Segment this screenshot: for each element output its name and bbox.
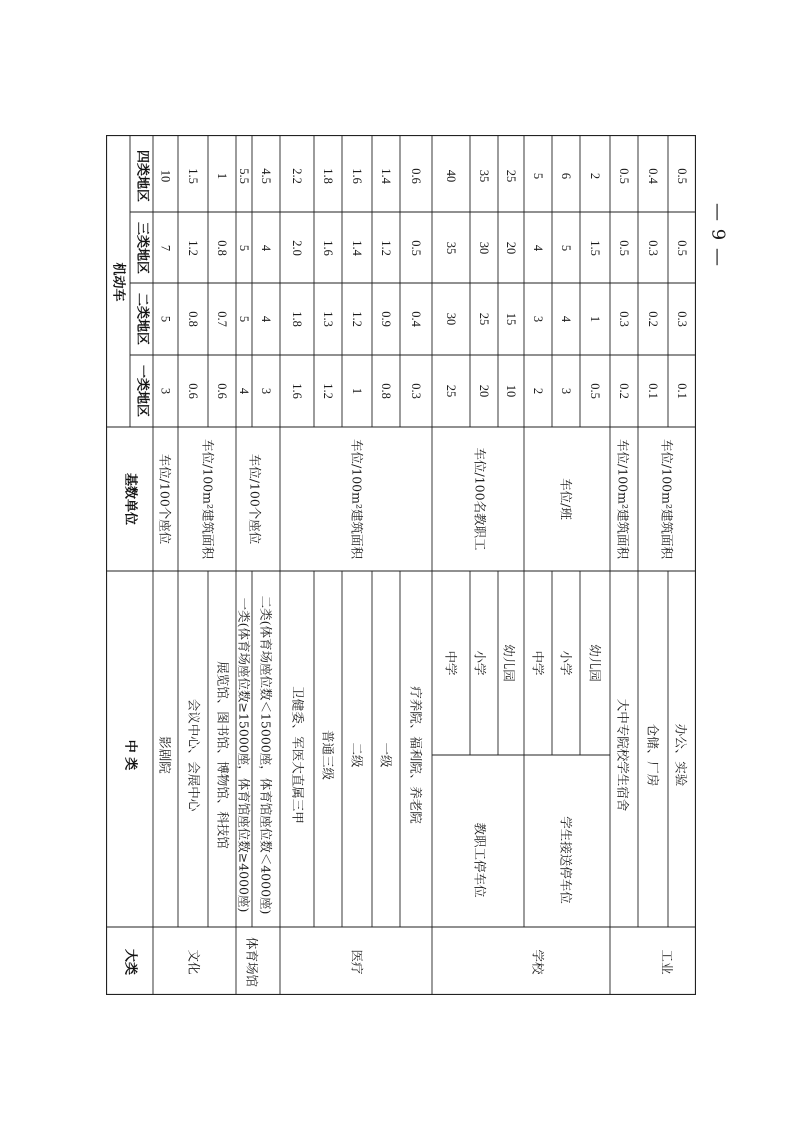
subgroup-student-shuttle: 学生接送停车位: [558, 816, 574, 904]
value-cell-r17-area3: 0.5: [617, 240, 631, 256]
value-cell-r10-area2: 0.4: [409, 311, 423, 327]
value-cell-r19-area2: 0.3: [675, 311, 689, 327]
header-area-2: 二类地区: [134, 292, 150, 346]
minor-conference: 会议中心、会展中心: [186, 698, 202, 812]
table-svg: [106, 135, 696, 995]
minor-staff-primary-school: 小学: [472, 650, 488, 676]
value-cell-r3-area2: 0.7: [215, 311, 229, 327]
value-cell-r18-area4: 0.4: [646, 168, 660, 184]
minor-staff-middle-school: 中学: [443, 650, 459, 676]
minor-shuttle-middle-school: 中学: [530, 650, 546, 676]
header-major: 大类: [122, 948, 138, 976]
minor-warehouse: 仓储、厂房: [645, 723, 661, 787]
subgroup-staff-parking: 教职工停车位: [472, 822, 488, 898]
value-cell-r12-area2: 25: [477, 312, 491, 326]
minor-shuttle-primary-school: 小学: [558, 650, 574, 676]
value-cell-r5-area4: 4.5: [259, 168, 273, 184]
value-cell-r4-area3: 5: [237, 244, 251, 252]
value-cell-r2-area3: 1.2: [186, 240, 200, 256]
value-cell-r3-area1: 0.6: [215, 383, 229, 399]
value-cells: [159, 168, 690, 399]
value-cell-r6-area1: 1.6: [290, 383, 304, 399]
value-cell-r8-area3: 1.4: [350, 240, 364, 256]
value-cell-r12-area1: 20: [477, 384, 491, 398]
major-industry: 工业: [659, 949, 675, 975]
value-cell-r17-area4: 0.5: [617, 168, 631, 184]
minor-primary-hospital: 一级: [378, 742, 394, 768]
value-cell-r16-area4: 2: [588, 172, 602, 180]
value-cell-r14-area2: 3: [531, 315, 545, 323]
header-area-1: 一类地区: [134, 364, 150, 418]
value-cell-r7-area3: 1.6: [321, 240, 335, 256]
value-cell-r10-area4: 0.6: [409, 168, 423, 184]
value-cell-r6-area2: 1.8: [290, 311, 304, 327]
value-cell-r4-area4: 5.5: [237, 168, 251, 184]
value-cell-r7-area4: 1.8: [321, 168, 335, 184]
value-cell-r4-area2: 5: [237, 315, 251, 323]
minor-general-tertiary: 普通三级: [320, 729, 336, 781]
value-cell-r14-area4: 5: [531, 172, 545, 180]
value-cell-r18-area2: 0.2: [646, 311, 660, 327]
unit-class: 车位/班: [558, 478, 574, 520]
value-cell-r15-area3: 5: [559, 244, 573, 252]
major-school: 学校: [530, 949, 546, 975]
table-grid: [106, 135, 696, 995]
parking-standard-table: [106, 135, 696, 995]
unit-cinema: 车位/100个座位: [157, 453, 173, 545]
value-cell-r8-area1: 1: [350, 387, 364, 395]
value-cell-r19-area4: 0.5: [675, 168, 689, 184]
value-cell-r16-area1: 0.5: [588, 383, 602, 399]
value-cell-r10-area3: 0.5: [409, 240, 423, 256]
minor-sports-class2: 二类(体育场座位数＜15000座，体育馆座位数＜4000座): [258, 595, 274, 915]
value-cell-r14-area3: 4: [531, 244, 545, 252]
major-medical: 医疗: [349, 949, 365, 975]
value-cell-r1-area4: 10: [158, 169, 173, 183]
value-cell-r11-area4: 40: [444, 169, 458, 183]
value-cell-r12-area3: 30: [477, 241, 491, 255]
value-cell-r1-area3: 7: [158, 244, 173, 252]
value-cell-r8-area4: 1.6: [350, 168, 364, 184]
value-cell-r18-area1: 0.1: [646, 383, 660, 399]
value-cell-r19-area1: 0.1: [675, 383, 689, 399]
header-minor: 中 类: [122, 739, 138, 771]
page-number-text: — 9 —: [707, 203, 729, 267]
unit-medical-area: 车位/100m²建筑面积: [349, 439, 365, 559]
value-cell-r13-area3: 20: [504, 241, 518, 255]
header-vehicle: 机动车: [110, 262, 126, 302]
value-cell-r2-area2: 0.8: [186, 311, 200, 327]
value-cell-r16-area3: 1.5: [588, 240, 602, 256]
value-cell-r9-area2: 0.9: [379, 311, 393, 327]
header-area-3: 三类地区: [134, 221, 150, 275]
value-cell-r13-area4: 25: [504, 169, 518, 183]
value-cell-r1-area2: 5: [158, 315, 173, 323]
value-cell-r10-area1: 0.3: [409, 383, 423, 399]
minor-staff-kindergarten: 幼儿园: [501, 644, 517, 682]
value-cell-r9-area3: 1.2: [379, 240, 393, 256]
value-cell-r18-area3: 0.3: [646, 240, 660, 256]
minor-shuttle-kindergarten: 幼儿园: [587, 644, 603, 682]
value-cell-r2-area1: 0.6: [186, 383, 200, 399]
minor-top-hospital: 卫健委、军医大直属三甲: [290, 686, 306, 824]
page-number: [706, 175, 730, 295]
value-cell-r5-area1: 3: [259, 387, 273, 395]
value-cell-r8-area2: 1.2: [350, 311, 364, 327]
major-sports: 体育场馆: [244, 936, 260, 988]
unit-industry-area: 车位/100m²建筑面积: [659, 439, 675, 559]
value-cell-r5-area2: 4: [259, 315, 273, 323]
value-cell-r12-area4: 35: [477, 169, 491, 183]
value-cell-r6-area4: 2.2: [290, 168, 304, 184]
table-border: [107, 136, 696, 995]
value-cell-r3-area3: 0.8: [215, 240, 229, 256]
unit-culture-area: 车位/100m²建筑面积: [200, 439, 216, 559]
minor-dormitory: 大中专院校学生宿舍: [615, 698, 631, 812]
header-unit: 基数单位: [122, 472, 138, 526]
value-cell-r11-area3: 35: [444, 241, 458, 255]
value-cell-r7-area1: 1.2: [321, 383, 335, 399]
value-cell-r9-area4: 1.4: [379, 168, 393, 184]
minor-sports-class1: 一类(体育场座位数≥15000座，体育馆座位数≥4000座): [236, 597, 252, 913]
value-cell-r5-area3: 4: [259, 244, 273, 252]
value-cell-r15-area1: 3: [559, 387, 573, 395]
value-cell-r2-area4: 1.5: [186, 168, 200, 184]
minor-nursing-home: 疗养院、福利院、养老院: [408, 686, 424, 824]
value-cell-r11-area1: 25: [444, 384, 458, 398]
minor-secondary-hospital: 二级: [349, 742, 365, 768]
major-culture: 文化: [186, 949, 202, 975]
minor-cinema: 影剧院: [157, 736, 173, 774]
unit-dormitory-area: 车位/100m²建筑面积: [615, 439, 631, 559]
value-cell-r11-area2: 30: [444, 312, 458, 326]
value-cell-r16-area2: 1: [588, 315, 602, 323]
value-cell-r15-area2: 4: [559, 315, 573, 323]
value-cell-r4-area1: 4: [237, 387, 251, 395]
value-cell-r6-area3: 2.0: [290, 240, 304, 256]
value-cell-r19-area3: 0.5: [675, 240, 689, 256]
value-cell-r13-area1: 10: [504, 384, 518, 398]
value-cell-r15-area4: 6: [559, 172, 573, 180]
value-cell-r1-area1: 3: [158, 387, 173, 395]
unit-staff: 车位/100名教职工: [472, 447, 488, 551]
value-cell-r7-area2: 1.3: [321, 311, 335, 327]
header-area-4: 四类地区: [134, 149, 150, 203]
value-cell-r9-area1: 0.8: [379, 383, 393, 399]
value-cell-r3-area4: 1: [215, 172, 229, 180]
value-cell-r17-area2: 0.3: [617, 311, 631, 327]
value-cell-r17-area1: 0.2: [617, 383, 631, 399]
minor-office-lab: 办公、实验: [673, 723, 689, 787]
unit-sports: 车位/100个座位: [247, 453, 263, 545]
minor-exhibition: 展览馆、图书馆、博物馆、科技馆: [215, 661, 231, 849]
value-cell-r13-area2: 15: [504, 312, 518, 326]
value-cell-r14-area1: 2: [531, 387, 545, 395]
